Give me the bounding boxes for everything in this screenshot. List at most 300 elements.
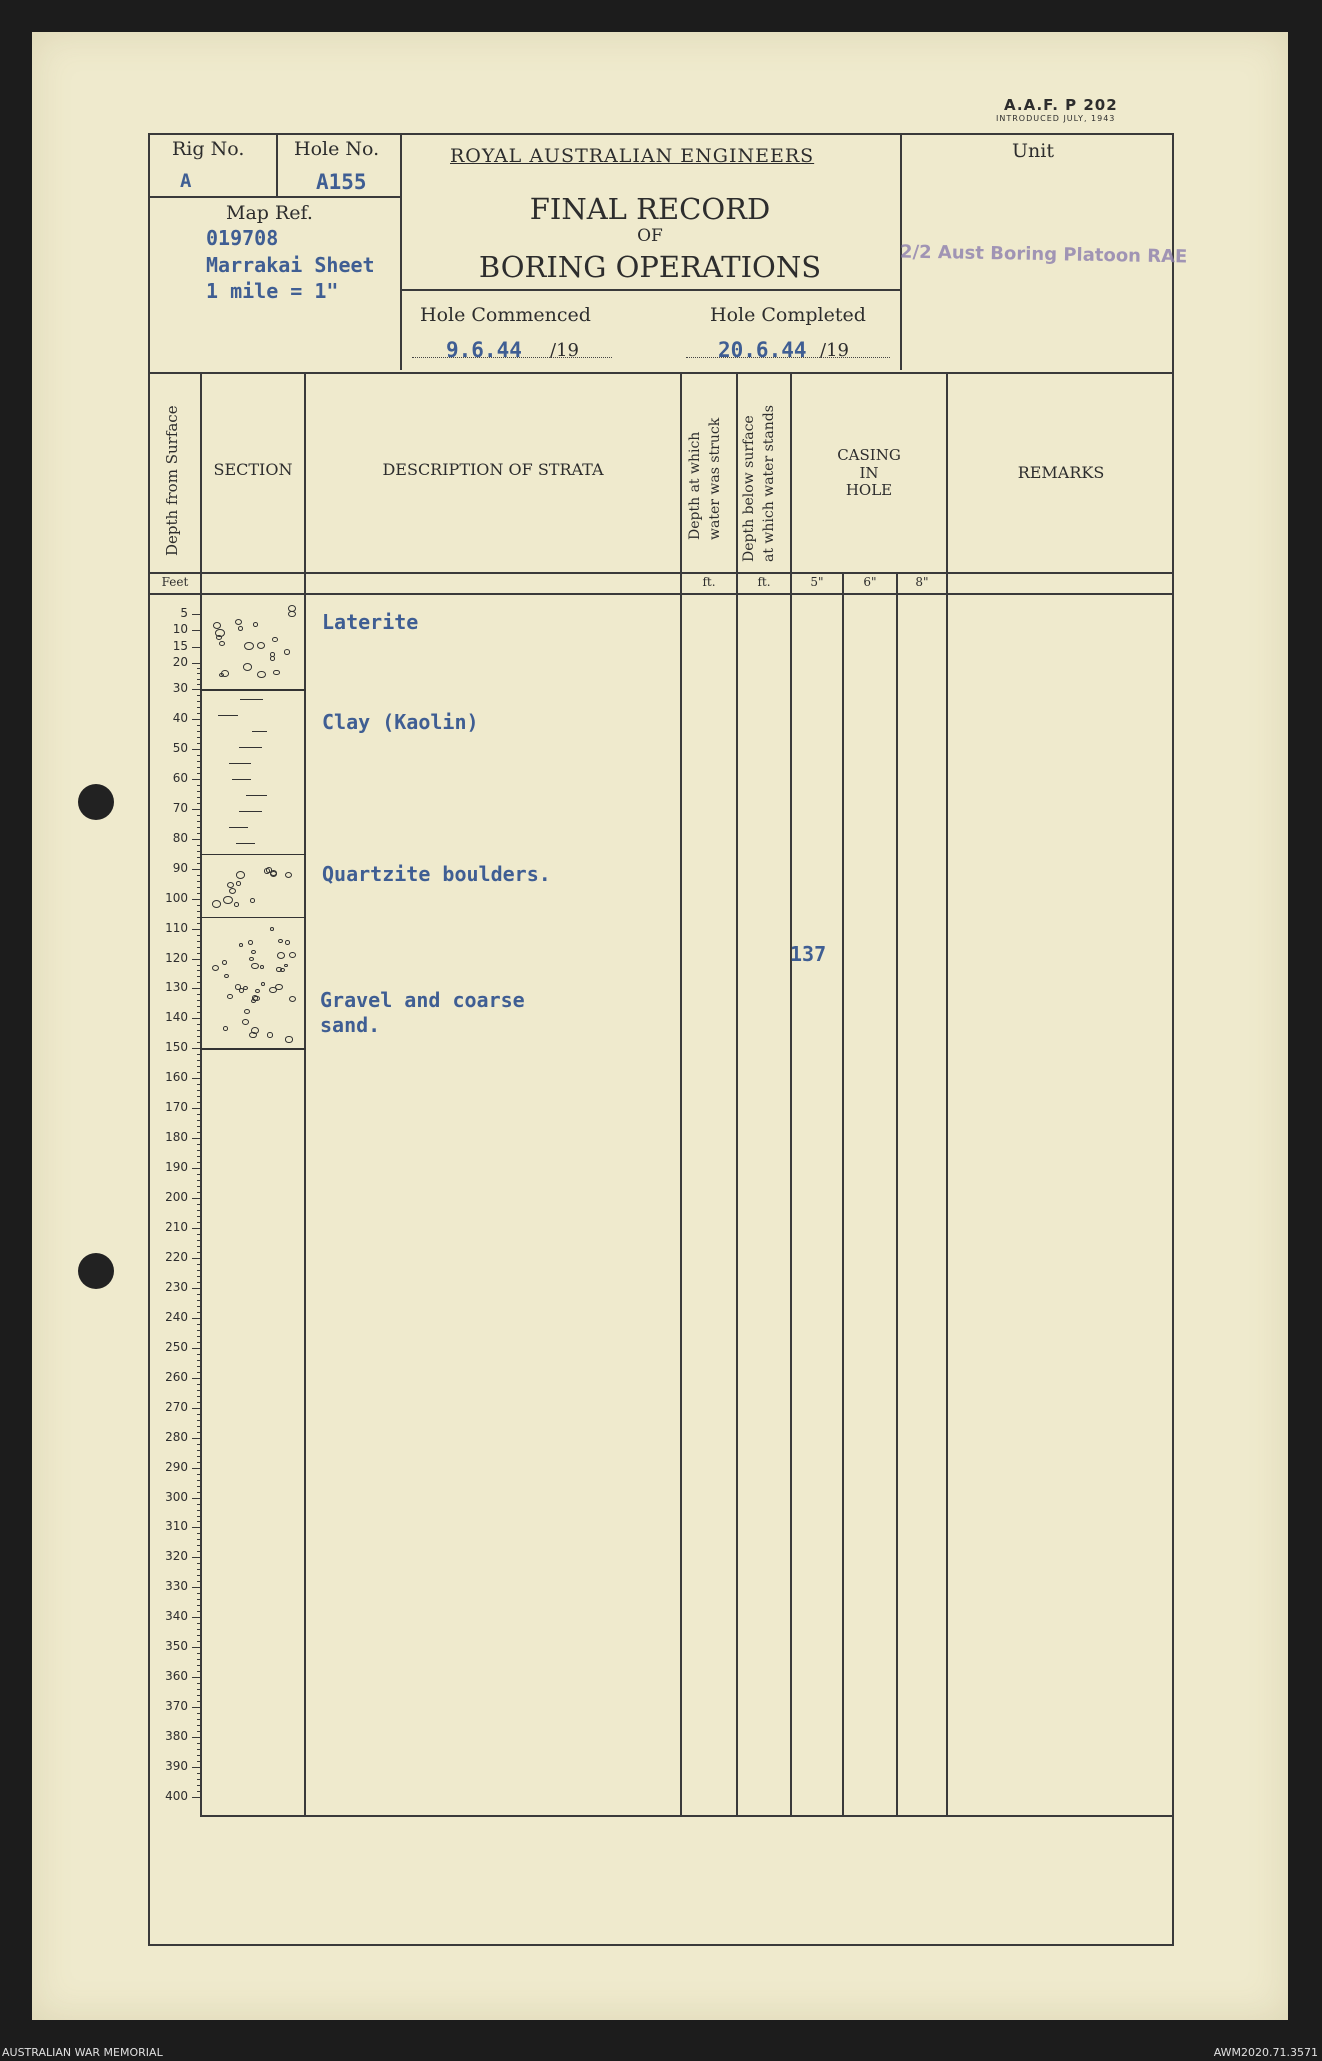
depth-minor-tick [197,1354,202,1355]
depth-tick [192,749,202,750]
depth-tick-label: 80 [172,830,188,845]
depth-minor-tick [197,1066,202,1067]
depth-minor-tick [197,1510,202,1511]
hole-no-value: A155 [316,170,367,194]
depth-minor-tick [197,761,202,762]
punch-hole-bottom [78,1253,114,1289]
depth-tick-label: 220 [165,1249,188,1264]
depth-tick-label: 190 [165,1160,188,1175]
depth-minor-tick [197,1240,202,1241]
depth-minor-tick [197,1372,202,1373]
hole-completed-label: Hole Completed [710,304,866,326]
depth-minor-tick [197,1551,202,1552]
depth-minor-tick [197,1593,202,1594]
depth-minor-tick [197,1396,202,1397]
depth-minor-tick [197,797,202,798]
depth-minor-tick [197,1533,202,1534]
depth-minor-tick [197,1492,202,1493]
depth-tick-label: 120 [165,950,188,965]
depth-minor-tick [197,1486,202,1487]
depth-minor-tick [197,1156,202,1157]
depth-tick-label: 250 [165,1339,188,1354]
depth-minor-tick [197,1665,202,1666]
depth-tick-label: 70 [172,800,188,815]
strata-boundary [200,854,306,856]
map-ref-line-1: 019708 [206,226,279,250]
depth-tick [192,1408,202,1409]
title-of: OF [637,226,663,246]
map-ref-line-2: Marrakai Sheet [206,253,375,277]
depth-minor-tick [197,1545,202,1546]
depth-minor-tick [197,1120,202,1121]
depth-minor-tick [197,1126,202,1127]
strata-boundary [200,1048,306,1050]
depth-minor-tick [197,1414,202,1415]
depth-minor-tick [197,1713,202,1714]
depth-tick [192,1228,202,1229]
depth-minor-tick [197,1695,202,1696]
unit-stamp: 2/2 Aust Boring Platoon RAE [899,241,1188,268]
gravel-dot [285,940,290,944]
clay-dash [229,763,251,764]
depth-minor-tick [197,1462,202,1463]
hole-completed-value: 20.6.44 [718,338,807,362]
depth-minor-tick [197,1042,202,1043]
casing-5-value: 137 [790,942,827,966]
strata-gravel-line-1: Gravel and coarse [320,988,525,1012]
depth-minor-tick [197,1072,202,1073]
depth-minor-tick [197,1054,202,1055]
depth-minor-tick [197,1426,202,1427]
gravel-dot [285,1036,292,1042]
depth-tick [192,719,202,720]
depth-minor-tick [197,803,202,804]
depth-minor-tick [197,695,202,696]
depth-minor-tick [197,1360,202,1361]
depth-minor-tick [197,1761,202,1762]
gravel-dot [212,965,219,971]
depth-minor-tick [197,1306,202,1307]
depth-minor-tick [197,833,202,834]
depth-minor-tick [197,1222,202,1223]
depth-minor-tick [197,743,202,744]
water-struck-header-1: Depth at which [687,431,703,540]
depth-minor-tick [197,887,202,888]
depth-minor-tick [197,1246,202,1247]
depth-tick-label: 390 [165,1759,188,1774]
depth-minor-tick [197,1581,202,1582]
gravel-dot [270,871,277,877]
depth-tick-label: 100 [165,890,188,905]
clay-dash [236,843,255,844]
gravel-dot [260,965,264,969]
depth-tick [192,959,202,960]
depth-minor-tick [197,1731,202,1732]
depth-minor-tick [197,1276,202,1277]
clay-dash [246,795,267,796]
depth-minor-tick [197,1785,202,1786]
hole-commenced-label: Hole Commenced [420,304,591,326]
depth-minor-tick [197,1563,202,1564]
strata-gravel-line-2: sand. [320,1013,381,1037]
clay-dash [232,779,251,780]
depth-minor-tick [197,1420,202,1421]
depth-tick-label: 270 [165,1399,188,1414]
depth-minor-tick [197,1114,202,1115]
depth-minor-tick [197,1030,202,1031]
depth-minor-tick [197,1456,202,1457]
depth-tick [192,1617,202,1618]
depth-tick [192,1737,202,1738]
gravel-dot [267,1032,273,1037]
depth-tick-label: 50 [172,740,188,755]
form-introduced: INTRODUCED JULY, 1943 [996,114,1116,123]
gravel-dot [243,663,252,671]
gravel-dot [257,671,266,678]
depth-tick-label: 300 [165,1489,188,1504]
depth-minor-tick [197,1144,202,1145]
depth-minor-tick [197,1264,202,1265]
depth-minor-tick [197,1204,202,1205]
depth-tick [192,869,202,870]
depth-minor-tick [197,1006,202,1007]
depth-minor-tick [197,1162,202,1163]
gravel-dot [289,952,296,958]
description-column-header: DESCRIPTION OF STRATA [382,460,604,479]
depth-tick-label: 400 [165,1789,188,1803]
org-name: ROYAL AUSTRALIAN ENGINEERS [450,145,815,167]
depth-tick [192,988,202,989]
depth-minor-tick [197,1324,202,1325]
depth-tick [192,929,202,930]
depth-tick-label: 90 [172,860,188,875]
depth-minor-tick [197,1749,202,1750]
depth-minor-tick [197,881,202,882]
depth-minor-tick [197,1474,202,1475]
depth-minor-tick [197,1725,202,1726]
depth-tick [192,1318,202,1319]
remarks-column-header: REMARKS [1017,463,1105,482]
depth-minor-tick [197,1504,202,1505]
depth-tick [192,1348,202,1349]
depth-minor-tick [197,911,202,912]
depth-tick-label: 310 [165,1519,188,1534]
clay-dash [240,699,263,700]
depth-tick [192,1587,202,1588]
depth-minor-tick [197,821,202,822]
depth-minor-tick [197,668,202,669]
depth-minor-tick [197,1084,202,1085]
depth-tick [192,1258,202,1259]
depth-tick [192,1138,202,1139]
ft-unit-label-1: ft. [702,575,716,589]
depth-minor-tick [197,1480,202,1481]
depth-minor-tick [197,1743,202,1744]
depth-tick-label: 180 [165,1130,188,1145]
depth-minor-tick [197,1623,202,1624]
title-boring-operations: BORING OPERATIONS [478,250,822,284]
depth-minor-tick [197,679,202,680]
depth-tick [192,1018,202,1019]
casing-6-label: 6" [863,575,877,589]
depth-tick [192,1198,202,1199]
gravel-dot [219,641,225,646]
depth-minor-tick [197,1024,202,1025]
depth-minor-tick [197,1629,202,1630]
form-sheet [32,32,1288,2020]
depth-minor-tick [197,941,202,942]
footer-right: AWM2020.71.3571 [1213,2046,1318,2059]
depth-minor-tick [197,827,202,828]
depth-tick-label: 320 [165,1549,188,1564]
depth-tick [192,614,202,615]
depth-minor-tick [197,863,202,864]
depth-minor-tick [197,1539,202,1540]
gravel-dot [229,888,236,894]
depth-tick-label: 200 [165,1190,188,1205]
strata-boundary [200,689,306,691]
clay-dash [252,731,266,732]
gravel-dot [215,629,224,637]
gravel-dot [213,622,221,629]
rig-no-label: Rig No. [172,138,245,160]
gravel-dot [242,1019,249,1025]
depth-tick [192,1677,202,1678]
depth-minor-tick [197,857,202,858]
depth-tick-label: 110 [165,920,188,935]
depth-tick-label: 330 [165,1579,188,1594]
depth-minor-tick [197,1090,202,1091]
strata-laterite: Laterite [322,610,419,634]
strata-boundary [200,917,306,919]
depth-tick-label: 170 [165,1100,188,1115]
depth-minor-tick [197,953,202,954]
depth-minor-tick [197,1336,202,1337]
depth-minor-tick [197,1671,202,1672]
depth-minor-tick [197,737,202,738]
depth-minor-tick [197,673,202,674]
depth-minor-tick [197,1755,202,1756]
depth-minor-tick [197,1012,202,1013]
gravel-dot [227,994,233,999]
hole-commenced-year: /19 [550,340,579,361]
gravel-dot [251,999,256,1003]
gravel-dot [235,619,242,625]
depth-minor-tick [197,1342,202,1343]
depth-tick [192,1797,202,1798]
clay-dash [239,747,263,748]
depth-tick [192,1557,202,1558]
strata-clay: Clay (Kaolin) [322,710,479,734]
depth-minor-tick [197,1102,202,1103]
depth-tick-label: 160 [165,1070,188,1085]
depth-minor-tick [197,1611,202,1612]
gravel-dot [261,982,266,986]
depth-minor-tick [197,1390,202,1391]
depth-tick [192,1527,202,1528]
gravel-dot [270,652,275,657]
clay-dash [218,715,237,716]
depth-minor-tick [197,1402,202,1403]
depth-tick [192,809,202,810]
depth-tick-label: 40 [172,710,188,725]
depth-minor-tick [197,982,202,983]
depth-tick [192,1707,202,1708]
casing-header-1: CASING [837,446,901,464]
form-code: A.A.F. P 202 [1004,96,1118,114]
unit-label: Unit [1012,140,1054,162]
gravel-dot [223,896,233,904]
strata-quartzite: Quartzite boulders. [322,862,551,886]
depth-tick [192,630,202,631]
depth-minor-tick [197,1773,202,1774]
depth-minor-tick [197,755,202,756]
water-stands-header-2: at which water stands [761,405,777,562]
depth-tick [192,1438,202,1439]
gravel-dot [238,626,243,631]
depth-minor-tick [197,725,202,726]
depth-minor-tick [197,1000,202,1001]
casing-header-2: IN [859,464,879,482]
depth-tick-label: 140 [165,1010,188,1025]
depth-minor-tick [197,713,202,714]
depth-minor-tick [197,1701,202,1702]
depth-minor-tick [197,1659,202,1660]
casing-header-3: HOLE [845,481,893,499]
gravel-dot [273,670,280,676]
depth-minor-tick [197,1216,202,1217]
depth-minor-tick [197,1252,202,1253]
depth-minor-tick [197,1641,202,1642]
depth-minor-tick [197,1366,202,1367]
water-stands-header-1: Depth below surface [741,415,757,562]
depth-tick-label: 350 [165,1639,188,1654]
depth-minor-tick [197,1450,202,1451]
depth-tick [192,1288,202,1289]
depth-minor-tick [197,1210,202,1211]
depth-minor-tick [197,1174,202,1175]
depth-tick-label: 280 [165,1429,188,1444]
depth-tick [192,1468,202,1469]
gravel-dot [277,952,285,959]
depth-minor-tick [197,1036,202,1037]
depth-minor-tick [197,767,202,768]
depth-minor-tick [197,845,202,846]
water-struck-header-2: water was struck [707,417,723,540]
depth-minor-tick [197,785,202,786]
depth-tick [192,1647,202,1648]
depth-minor-tick [197,1521,202,1522]
clay-dash [239,811,261,812]
hole-no-label: Hole No. [294,138,380,160]
depth-tick [192,1078,202,1079]
depth-minor-tick [197,815,202,816]
depth-minor-tick [197,1096,202,1097]
rig-no-value: A [180,170,192,192]
depth-minor-tick [197,1779,202,1780]
section-column-header: SECTION [213,460,293,479]
depth-minor-tick [197,1192,202,1193]
depth-tick [192,1378,202,1379]
depth-column-header: Depth from Surface [163,405,181,556]
casing-5-label: 5" [810,575,824,589]
depth-tick [192,1767,202,1768]
depth-minor-tick [197,791,202,792]
depth-minor-tick [197,731,202,732]
gravel-dot [264,868,270,873]
depth-tick-label: 240 [165,1309,188,1324]
depth-tick-label: 30 [172,681,188,695]
depth-tick [192,647,202,648]
gravel-dot [251,950,256,954]
depth-minor-tick [197,701,202,702]
gravel-dot [222,960,227,964]
gravel-dot [224,974,229,978]
hole-commenced-value: 9.6.44 [446,338,522,362]
gravel-dot [253,622,259,627]
depth-minor-tick [197,935,202,936]
depth-tick [192,1168,202,1169]
depth-minor-tick [197,1060,202,1061]
depth-tick-label: 150 [165,1040,188,1055]
depth-tick-label: 5 [180,606,188,620]
depth-tick [192,1108,202,1109]
punch-hole-top [78,784,114,820]
depth-minor-tick [197,1270,202,1271]
depth-tick [192,779,202,780]
depth-minor-tick [197,947,202,948]
depth-tick-label: 290 [165,1459,188,1474]
depth-minor-tick [197,1444,202,1445]
depth-tick-label: 340 [165,1609,188,1624]
depth-minor-tick [197,1516,202,1517]
map-ref-label: Map Ref. [226,202,313,224]
depth-minor-tick [197,1300,202,1301]
depth-minor-tick [197,1150,202,1151]
depth-minor-tick [197,1719,202,1720]
footer-left: AUSTRALIAN WAR MEMORIAL [2,2046,163,2059]
depth-minor-tick [197,1282,202,1283]
depth-minor-tick [197,1384,202,1385]
depth-minor-tick [197,1132,202,1133]
depth-minor-tick [197,976,202,977]
depth-minor-tick [197,1635,202,1636]
depth-minor-tick [197,1234,202,1235]
depth-minor-tick [197,1605,202,1606]
depth-tick-label: 130 [165,980,188,995]
depth-tick-label: 20 [172,655,188,669]
ft-unit-label-2: ft. [757,575,771,589]
depth-minor-tick [197,1599,202,1600]
depth-minor-tick [197,773,202,774]
depth-tick-label: 260 [165,1369,188,1384]
depth-minor-tick [197,684,202,685]
depth-tick [192,663,202,664]
depth-minor-tick [197,1432,202,1433]
depth-minor-tick [197,1312,202,1313]
depth-minor-tick [197,1186,202,1187]
depth-minor-tick [197,707,202,708]
depth-minor-tick [197,1330,202,1331]
gravel-dot [288,605,296,612]
depth-tick-label: 15 [172,638,188,653]
casing-8-label: 8" [915,575,929,589]
depth-minor-tick [197,1683,202,1684]
depth-minor-tick [197,1689,202,1690]
depth-minor-tick [197,970,202,971]
depth-minor-tick [197,1569,202,1570]
clay-dash [229,827,248,828]
